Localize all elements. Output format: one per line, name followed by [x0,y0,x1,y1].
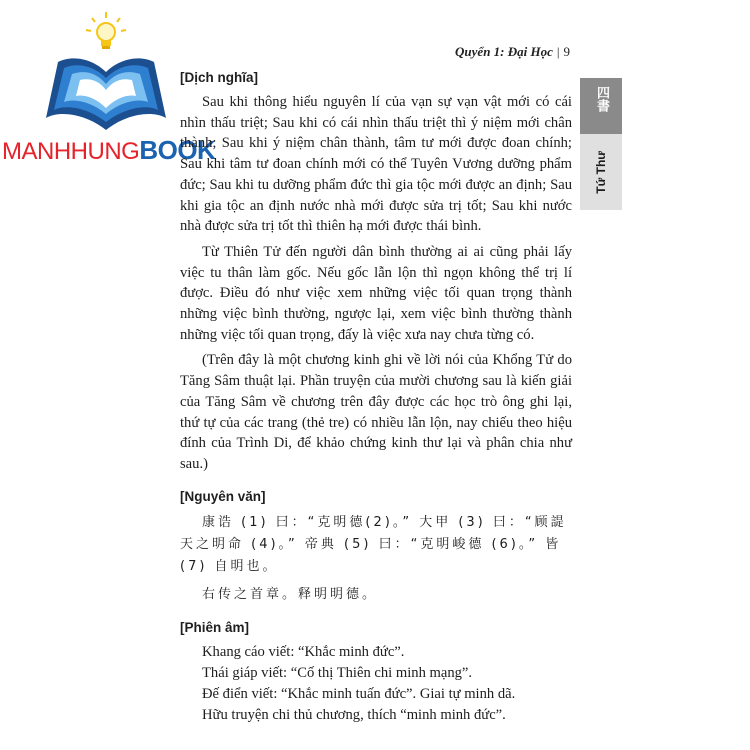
running-header [455,44,570,60]
open-book-lightbulb-icon [40,10,172,136]
lightbulb-icon [86,12,126,49]
section-heading-dich-nghia: [Dịch nghĩa] [180,70,258,85]
brand-name-part2: BOOK [139,135,216,165]
book-title: Quyển 1: Đại Học [455,44,553,59]
paragraph: Sau khi thông hiểu nguyên lí của vạn sự vạn vật mới có cái nhìn thấu triệt; Sau khi có cái nhìn thấu triệt thì ý niệm mới chân thành; Sau khi ý niệm chân thành, tâm tư mới được đoan chính; Sau khi tâm tư đoan chính mới có thể Tuyên Vương dưỡng phẩm đức; Sau khi tu dưỡng phẩm đức thì gia tộc mới được an định; Sau khi gia tộc an định nước nhà mới được sửa trị tốt; Sau khi nước nhà được sửa trị tốt thì thiên hạ mới được thái bình. [180,94,572,235]
chinese-paragraph: 右传之首章。释明明德。 [202,586,379,602]
side-tab-chinese: 四書 [594,86,609,112]
main-text [180,70,572,726]
page-number: 9 [563,44,570,59]
chinese-paragraph: 康诰 (1) 曰：“克明德(2)。” 大甲 (3) 曰：“顾諟天之明命 (4)。” 帝典 (5) 曰：“克明峻德 (6)。” 皆 (7) 自明也。 [180,514,567,574]
open-book-shape [46,58,166,130]
transliteration-line: Khang cáo viết: “Khắc minh đức”. [202,643,405,660]
section-heading-nguyen-van: [Nguyên văn] [180,488,266,504]
side-tab-vietnamese-wrap [580,134,622,210]
transliteration-line: Đế điển viết: “Khắc minh tuấn đức”. Giai tự minh dã. [202,685,516,702]
paragraph: (Trên đây là một chương kinh ghi về lời nói của Khổng Tử do Tăng Sâm thuật lại. Phần truyện của mười chương sau là kiến giải của Tăng Sâm về chương trên đây được các học trò ông ghi lại, thứ tự của các trang (thẻ tre) có nhiều lẫn lộn, nay chiếu theo hiệu đính của Trình Di, để khảo chứng kinh thư lại và phân chia như sau.) [180,352,572,472]
brand-name-part1: MANHHUNG [2,138,140,165]
side-tab-vietnamese: Tứ Thư [594,150,608,194]
header-separator: | [556,44,560,59]
section-heading-phien-am: [Phiên âm] [180,619,250,635]
transliteration-line: Thái giáp viết: “Cố thị Thiên chi minh mạng”. [202,664,473,681]
chapter-side-tab [580,78,622,210]
paragraph: Từ Thiên Tử đến người dân bình thường ai ai cũng phải lấy việc tu thân làm gốc. Nếu gốc lẫn lộn thì ngọn không thể trị lí được. Điều đó như việc xem những việc tối quan trọng thành những việc bình thường, ngược lại, xem việc bình thường thành những việc tối quan trọng, đấy là việc xưa nay chưa từng có. [180,243,572,343]
transliteration-line: Hữu truyện chi thủ chương, thích “minh minh đức”. [202,706,506,723]
